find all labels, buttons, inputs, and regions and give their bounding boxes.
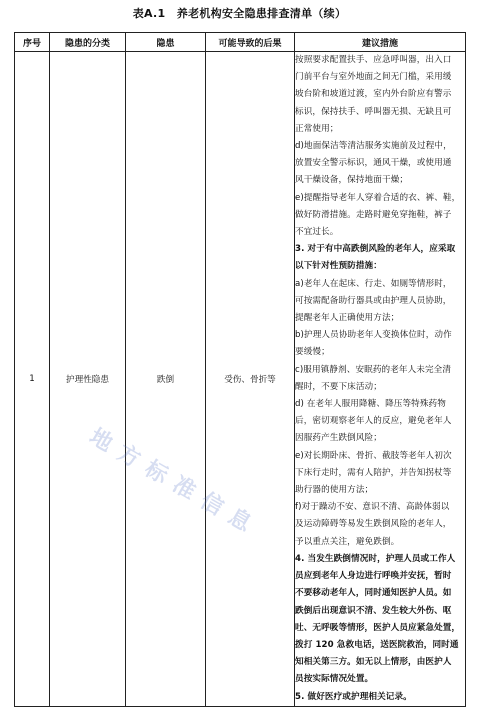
table-row: [15, 52, 466, 707]
measure-line: a)老年人在起床、行走、如厕等情形时，: [295, 278, 452, 289]
table-title: 表A.1 养老机构安全隐患排查清单（续）: [132, 7, 347, 20]
header-row: [15, 33, 466, 52]
measure-line: 可按需配备助行器具或由护理人员协助，: [295, 295, 452, 306]
header-hazard: 隐患: [126, 33, 206, 52]
measure-line: 员应到老年人身边进行呼唤并安抚，暂时: [295, 571, 452, 582]
measure-line: 要缓慢；: [295, 347, 330, 358]
measure-line: 风干燥设备，保持地面干燥；: [295, 175, 409, 186]
measure-line: 助行器的使用方法；: [295, 485, 374, 496]
measure-line: 因服药产生跌倒风险；: [295, 433, 382, 444]
measure-line: f)对于躁动不安、意识不清、高龄体弱以: [295, 502, 450, 513]
measure-line: 吐、无呼吸等情形，医护人员应紧急处置，: [295, 622, 461, 633]
measure-line: 不要移动老年人，同时通知医护人员。如: [295, 588, 452, 599]
watermark-text: 地方标准信息: [85, 424, 264, 542]
measure-line: 拨打 120 急救电话，送医院救治，同时通: [295, 639, 459, 650]
measure-line: 醒时，不要下床活动；: [295, 381, 382, 392]
measure-line: 坡台阶和坡道过渡，室内外台阶应有警示: [295, 89, 452, 100]
hazard-checklist-table: [14, 32, 466, 707]
measure-line: 做好防滑措施。走路时避免穿拖鞋，裤子: [295, 209, 452, 220]
measure-line: 不宜过长。: [295, 227, 339, 238]
measure-line: 门前平台与室外地面之间无门槛，采用缓: [295, 72, 452, 83]
measure-line: 及运动障碍等易发生跌倒风险的老年人，: [295, 519, 452, 530]
measure-line: d) 在老年人服用降糖、降压等特殊药物: [295, 399, 446, 410]
measure-line: 提醒老年人正确使用方法；: [295, 313, 400, 324]
header-consequence: 可能导致的后果: [206, 33, 295, 52]
measure-line: 予以重点关注，避免跌倒。: [295, 536, 400, 547]
measure-line: e)对长期卧床、骨折、截肢等老年人初次: [295, 450, 452, 461]
measure-line: c)服用镇静剂、安眠药的老年人未完全清: [295, 364, 452, 375]
measure-line: 标识，保持扶手、呼叫器无损、无缺且可: [295, 106, 452, 117]
cell-hazard: 跌倒: [126, 52, 206, 707]
measure-line: 后，密切观察老年人的反应，避免老年人: [295, 416, 452, 427]
measure-line: 4. 当发生跌倒情况时，护理人员或工作人: [295, 553, 456, 564]
measure-line: b)护理人员协助老年人变换体位时，动作: [295, 330, 452, 341]
measure-line: 放置安全警示标识，通风干燥，或使用通: [295, 158, 452, 169]
measure-line: d)地面保洁等清洁服务实施前及过程中，: [295, 141, 452, 152]
cell-consequence: 受伤、骨折等: [206, 52, 295, 707]
measure-line: 正常使用；: [295, 123, 339, 134]
measure-line: 下床行走时，需有人陪护，并告知拐杖等: [295, 467, 452, 478]
measure-line: 员按实际情况处置。: [295, 674, 374, 685]
measure-line: 按照要求配置扶手、应急呼叫器，出入口: [295, 55, 452, 65]
header-index: 序号: [15, 33, 50, 52]
measure-line: 跌倒后出现意识不清、发生较大外伤、呕: [295, 605, 452, 616]
header-category: 隐患的分类: [50, 33, 126, 52]
cell-index: 1: [15, 52, 50, 707]
cell-measures: [295, 52, 466, 707]
measure-line: 知相关第三方。如无以上情形，由医护人: [295, 657, 452, 668]
header-measures: 建议措施: [295, 33, 466, 52]
cell-category: 护理性隐患: [50, 52, 126, 707]
measure-line: 3. 对于有中高跌倒风险的老年人，应采取: [295, 244, 456, 255]
measure-line: 5. 做好医疗或护理相关记录。: [295, 691, 412, 702]
measures-text: [295, 52, 465, 706]
measure-line: e)提醒指导老年人穿着合适的衣、裤、鞋，: [295, 192, 461, 203]
measure-line: 以下针对性预防措施：: [295, 261, 382, 272]
